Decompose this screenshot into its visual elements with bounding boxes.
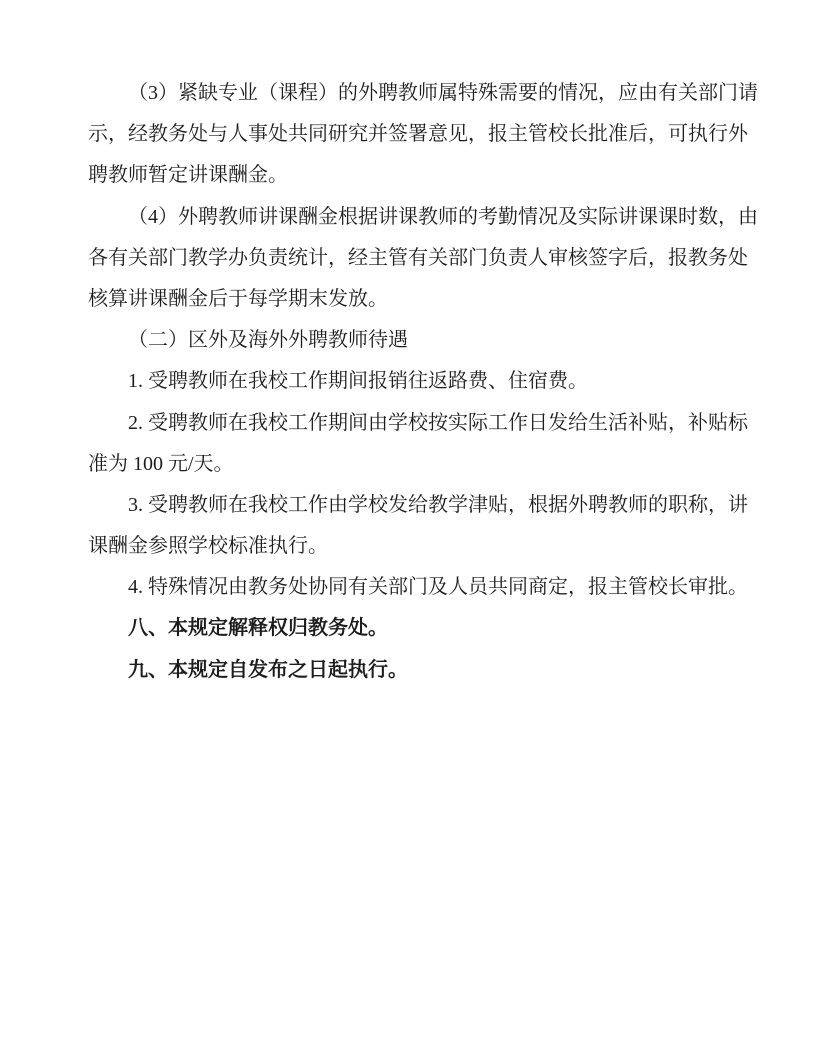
- paragraph-clause-3: [88, 73, 758, 197]
- text-line: 聘教师暂定讲课酬金。: [88, 164, 288, 187]
- text-line: 1. 受聘教师在我校工作期间报销往返路费、住宿费。: [128, 370, 588, 393]
- text-line: 准为 100 元/天。: [88, 452, 234, 475]
- paragraph-item-3: [88, 485, 748, 567]
- text-line: 课酬金参照学校标准执行。: [88, 535, 328, 558]
- document-body: [88, 73, 758, 691]
- paragraph-section-2-heading: [88, 320, 740, 361]
- text-line: 示，经教务处与人事处共同研究并签署意见，报主管校长批准后，可执行外: [88, 123, 748, 146]
- text-line: （3）紧缺专业（课程）的外聘教师属特殊需要的情况，应由有关部门请: [128, 82, 758, 104]
- text-line: 3. 受聘教师在我校工作由学校发给教学津贴，根据外聘教师的职称，讲: [128, 493, 748, 516]
- paragraph-item-2: [88, 403, 748, 485]
- paragraph-clause-4: [88, 197, 758, 321]
- text-line: 各有关部门教学办负责统计，经主管有关部门负责人审核签字后，报教务处: [88, 246, 748, 269]
- paragraph-item-1: [88, 361, 740, 402]
- text-line: 2. 受聘教师在我校工作期间由学校按实际工作日发给生活补贴，补贴标: [128, 411, 748, 434]
- text-line: （4）外聘教师讲课酬金根据讲课教师的考勤情况及实际讲课课时数，由: [128, 205, 758, 228]
- paragraph-item-4: [88, 567, 748, 608]
- text-line: 4. 特殊情况由教务处协同有关部门及人员共同商定，报主管校长审批。: [128, 576, 748, 599]
- text-line: 九、本规定自发布之日起执行。: [128, 658, 408, 681]
- paragraph-article-9: [88, 650, 740, 691]
- text-line: 核算讲课酬金后于每学期末发放。: [88, 287, 388, 310]
- text-line: 八、本规定解释权归教务处。: [128, 617, 388, 640]
- paragraph-article-8: [88, 608, 740, 649]
- text-line: （二）区外及海外外聘教师待遇: [128, 329, 408, 352]
